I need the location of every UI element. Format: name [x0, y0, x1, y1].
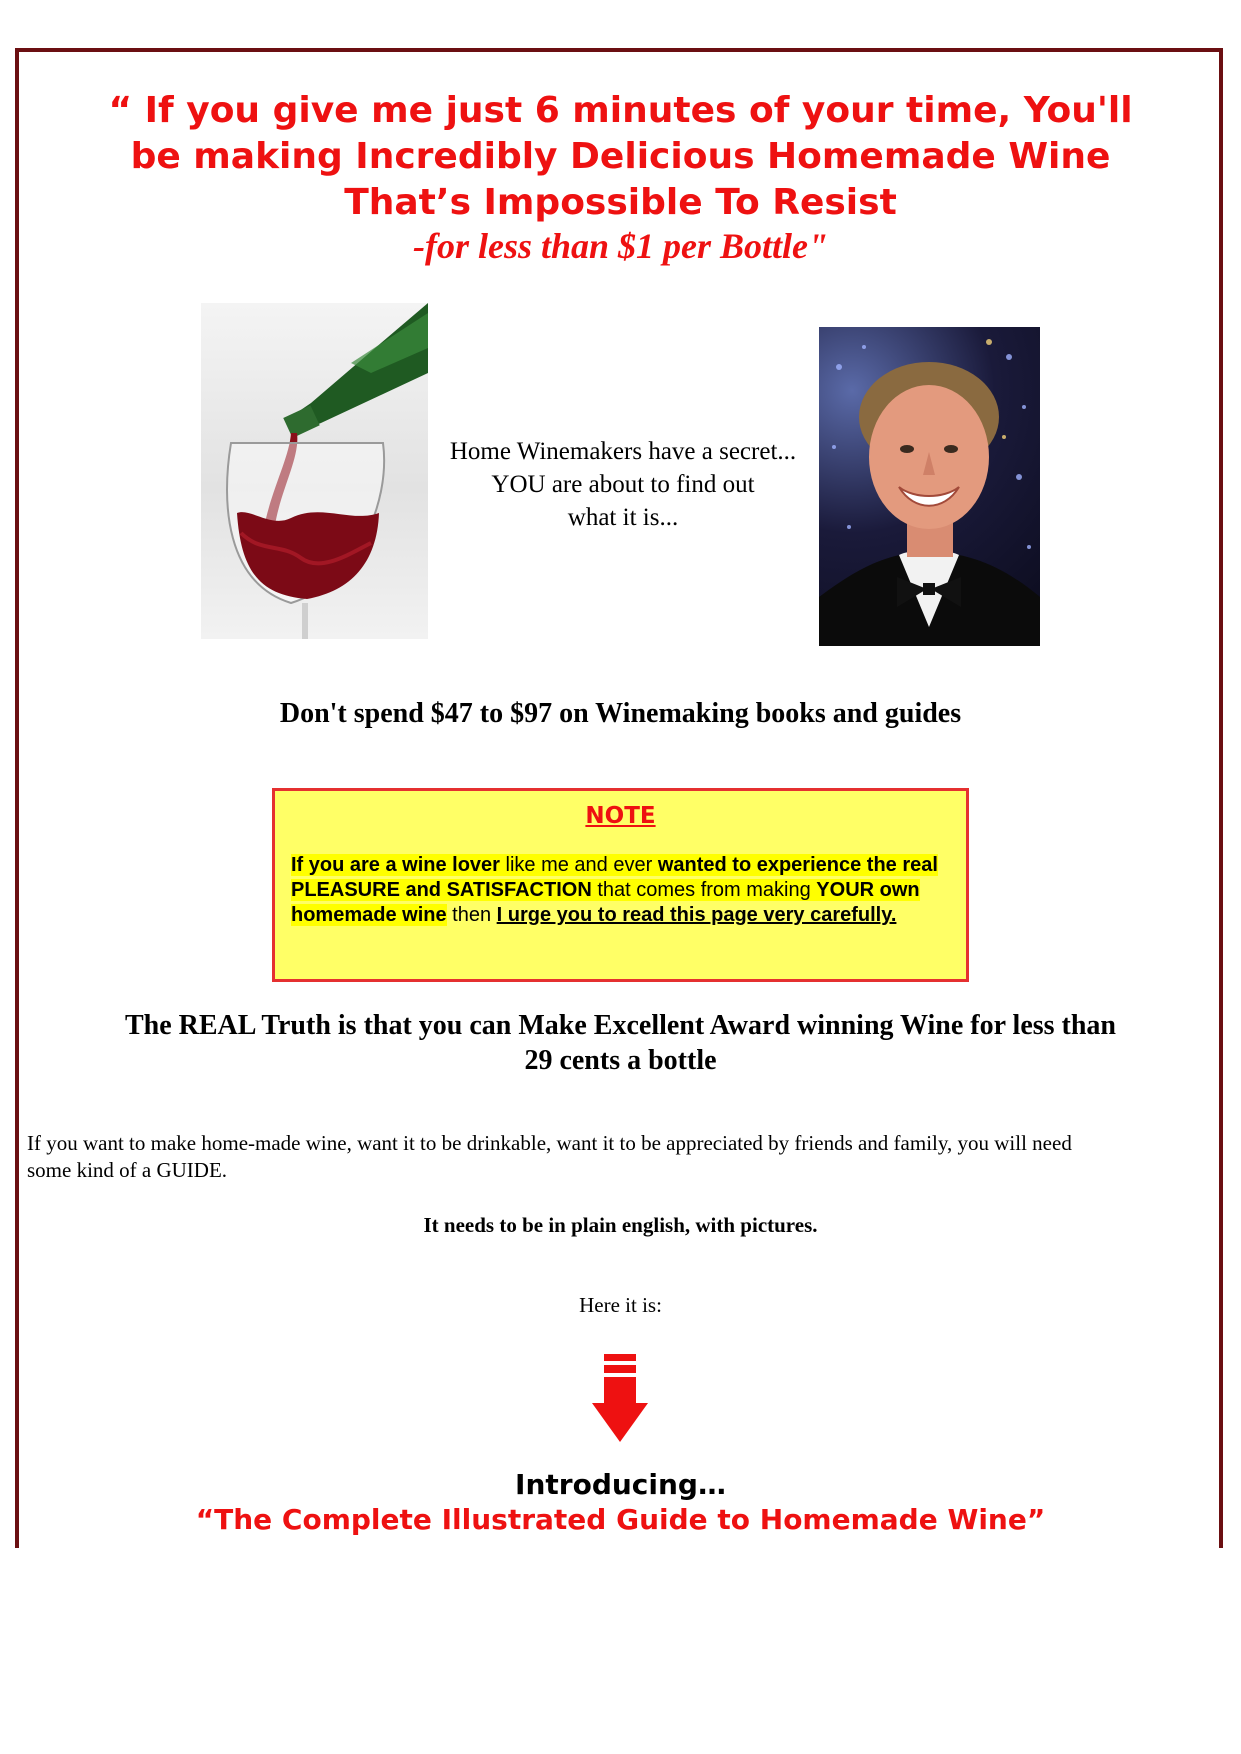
dont-spend-heading: Don't spend $47 to $97 on Winemaking books and guides — [279, 698, 962, 729]
author-portrait-photo — [819, 327, 1040, 646]
down-arrow-graphic — [592, 1354, 648, 1442]
headline-line-1: “ If you give me just 6 minutes of your time, You'll — [108, 90, 1133, 131]
plain-english-line: It needs to be in plain english, with pictures. — [423, 1213, 818, 1237]
guide-title: “The Complete Illustrated Guide to Homemade Wine” — [195, 1503, 1046, 1536]
real-truth-heading: The REAL Truth is that you can Make Excellent Award winning Wine for less than 29 cents a bottle — [124, 1010, 1117, 1076]
note-wine-lover: If you are a wine lover — [291, 854, 500, 876]
headline — [0, 88, 1241, 226]
wine-pour-photo — [201, 303, 428, 639]
note-experience: wanted to experience the real PLEASURE and SATISFACTION — [291, 854, 938, 901]
note-text-2: that comes from making — [591, 879, 817, 901]
secret-line-2: YOU are about to find out — [491, 471, 755, 498]
note-your-wine: YOUR own homemade wine — [291, 879, 920, 926]
note-title: NOTE — [585, 803, 656, 829]
wine-pour-illustration — [201, 303, 428, 639]
note-text-1: like me and ever — [499, 854, 658, 876]
secret-line-3: what it is... — [567, 504, 679, 531]
down-arrow-icon — [592, 1354, 648, 1442]
headline-line-2: be making Incredibly Delicious Homemade Wine — [130, 136, 1111, 177]
note-urge: I urge you to read this page very carefully. — [496, 904, 897, 926]
introducing-heading: Introducing… — [515, 1468, 726, 1501]
secret-text — [428, 435, 818, 534]
here-it-is-line: Here it is: — [579, 1293, 662, 1317]
note-box — [272, 788, 969, 982]
note-text-3: then — [446, 904, 497, 926]
note-body — [291, 853, 950, 928]
guide-paragraph: If you want to make home-made wine, want it to be drinkable, want it to be appreciated by friends and family, you will need some kind of a GUIDE. — [27, 1131, 1072, 1182]
headline-line-3: That’s Impossible To Resist — [344, 182, 897, 223]
secret-line-1: Home Winemakers have a secret... — [449, 438, 797, 465]
headline-subtitle: -for less than $1 per Bottle" — [412, 226, 828, 266]
author-portrait-illustration — [819, 327, 1040, 646]
